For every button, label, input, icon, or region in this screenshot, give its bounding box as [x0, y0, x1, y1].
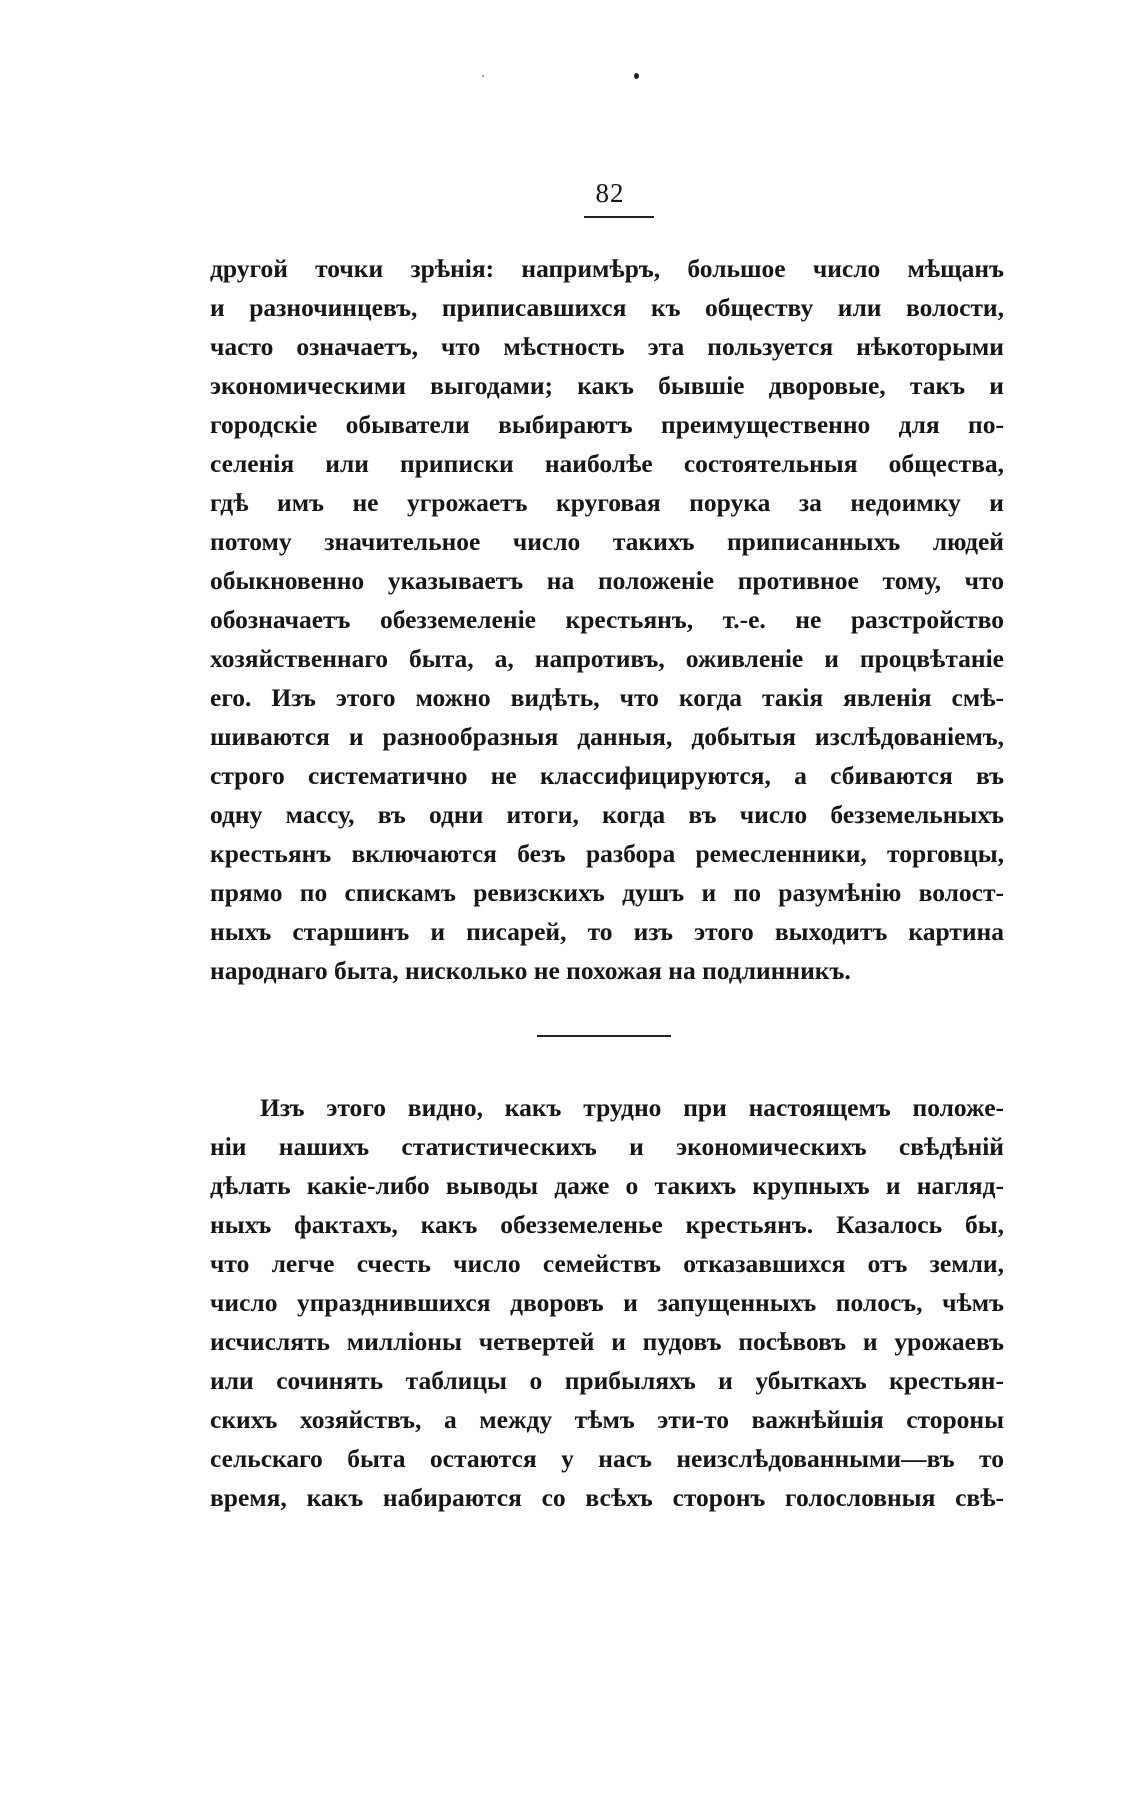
text-line: время, какъ набираются со всѣхъ сторонъ голословныя свѣ- — [210, 1483, 1004, 1512]
section-divider — [537, 1035, 671, 1037]
text-line: потому значительное число такихъ приписанныхъ людей — [210, 527, 1004, 556]
text-line: селенія или приписки наиболѣе состоятельныя общества, — [210, 449, 1004, 478]
text-line: обозначаетъ обезземеленіе крестьянъ, т.-е. не разстройство — [210, 605, 1004, 634]
paragraph-two — [210, 1088, 1004, 1517]
text-line: другой точки зрѣнія: напримѣръ, большое число мѣщанъ — [210, 254, 1004, 283]
text-line: ніи нашихъ статистическихъ и экономическихъ свѣдѣній — [210, 1132, 1004, 1161]
text-line: строго систематично не классифицируются, а сбиваются въ — [210, 761, 1004, 790]
text-line: его. Изъ этого можно видѣть, что когда такія явленія смѣ- — [210, 683, 1004, 712]
text-line: дѣлать какіе-либо выводы даже о такихъ крупныхъ и нагляд- — [210, 1171, 1004, 1200]
text-line: одну массу, въ одни итоги, когда въ число безземельныхъ — [210, 800, 1004, 829]
text-line: крестьянъ включаются безъ разбора ремесленники, торговцы, — [210, 839, 1004, 868]
page-number-rule — [584, 216, 654, 218]
text-line: шиваются и разнообразныя данныя, добытыя изслѣдованіемъ, — [210, 722, 1004, 751]
text-line: народнаго быта, нисколько не похожая на подлинникъ. — [210, 956, 851, 985]
text-line: что легче счесть число семействъ отказавшихся отъ земли, — [210, 1249, 1004, 1278]
text-line: обыкновенно указываетъ на положеніе противное тому, что — [210, 566, 1004, 595]
text-line: прямо по спискамъ ревизскихъ душъ и по разумѣнію волост- — [210, 878, 1004, 907]
text-line: и разночинцевъ, приписавшихся къ обществу или волости, — [210, 293, 1004, 322]
text-line: ныхъ старшинъ и писарей, то изъ этого выходитъ картина — [210, 917, 1004, 946]
text-line: городскіе обыватели выбираютъ преимущественно для по- — [210, 410, 1004, 439]
text-line: скихъ хозяйствъ, а между тѣмъ эти-то важнѣйшія стороны — [210, 1405, 1004, 1434]
paragraph-one — [210, 249, 1004, 990]
text-line: экономическими выгодами; какъ бывшіе дворовые, такъ и — [210, 371, 1004, 400]
text-line: или сочинять таблицы о прибыляхъ и убыткахъ крестьян- — [210, 1366, 1004, 1395]
print-speck — [634, 73, 639, 79]
text-line: часто означаетъ, что мѣстность эта пользуется нѣкоторыми — [210, 332, 1004, 361]
page-number: 82 — [595, 178, 625, 208]
text-line: число упразднившихся дворовъ и запущенныхъ полосъ, чѣмъ — [210, 1288, 1004, 1317]
text-line: исчислять милліоны четвертей и пудовъ посѣвовъ и урожаевъ — [210, 1327, 1004, 1356]
text-line: Изъ этого видно, какъ трудно при настоящемъ положе- — [260, 1093, 1004, 1122]
print-speck — [482, 75, 484, 77]
text-line: хозяйственнаго быта, а, напротивъ, оживленіе и процвѣтаніе — [210, 644, 1004, 673]
text-line: сельскаго быта остаются у насъ неизслѣдованными—въ то — [210, 1444, 1004, 1473]
text-line: ныхъ фактахъ, какъ обезземеленье крестьянъ. Казалось бы, — [210, 1210, 1004, 1239]
text-line: гдѣ имъ не угрожаетъ круговая порука за недоимку и — [210, 488, 1004, 517]
